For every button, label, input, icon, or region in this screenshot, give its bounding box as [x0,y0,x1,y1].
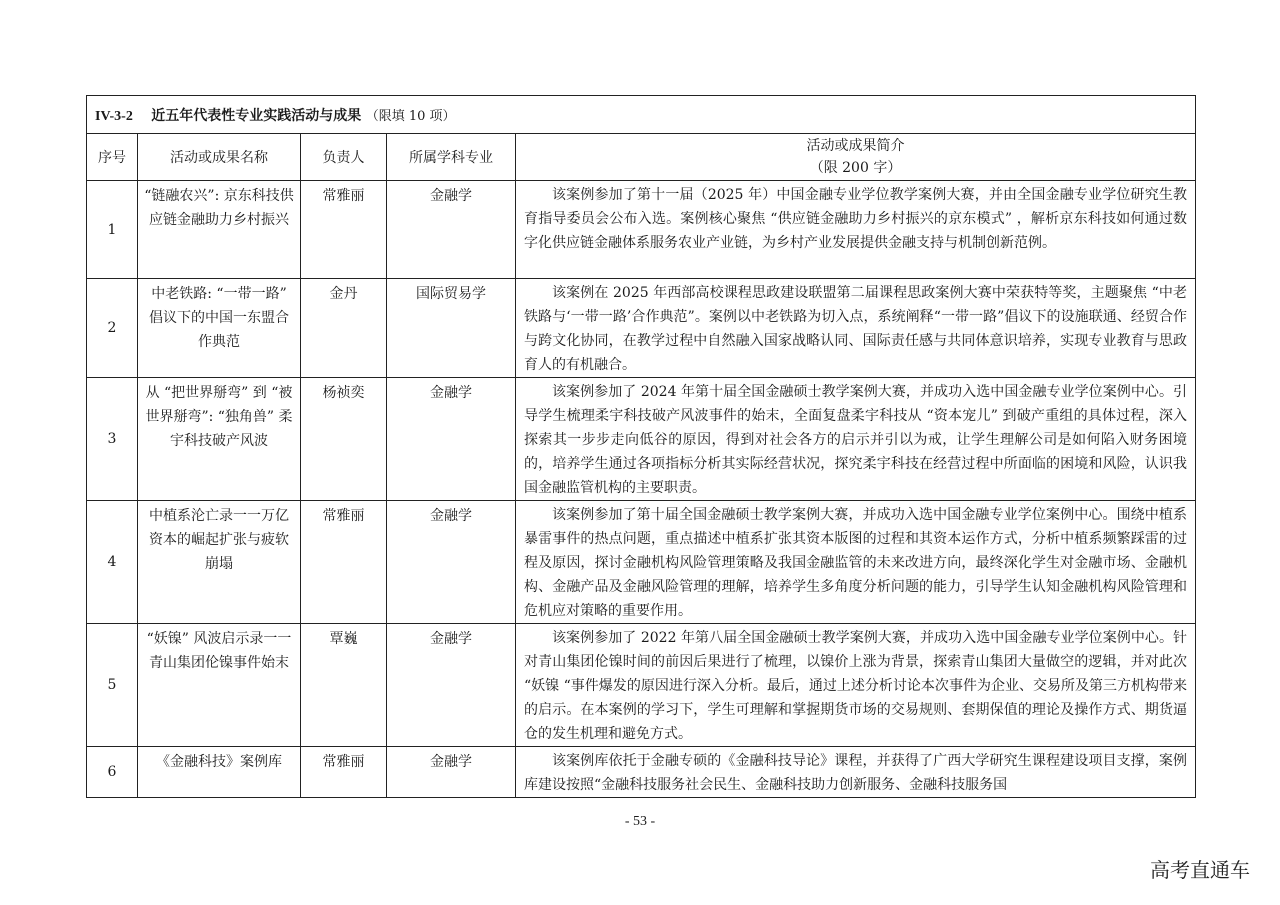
row-summary: 该案例参加了第十届全国金融硕士教学案例大赛，并成功入选中国金融专业学位案例中心。围绕中植系暴雷事件的热点问题，重点描述中植系扩张其资本版图的过程和其资本运作方式，分析中植系频繁踩雷的过程及原因，探讨金融机构风险管理策略及我国金融监管的未来改进方向，最终深化学生对金融市场、金融机构、金融产品及金融风险管理的理解，培养学生多角度分析问题的能力，引导学生认知金融机构风险管理和危机应对策略的重要作用。 [516,501,1196,624]
row-seq: 5 [87,624,138,747]
row-summary-text: 该案例库依托于金融专硕的《金融科技导论》课程，并获得了广西大学研究生课程建设项目支撑，案例库建设按照“金融科技服务社会民生、金融科技助力创新服务、金融科技服务国 [524,753,1188,793]
row-summary [516,747,1196,798]
table-row [87,501,1196,624]
row-name: “链融农兴”: 京东科技供应链金融助力乡村振兴 [138,181,301,279]
row-name: 中老铁路: “一带一路” 倡议下的中国一东盟合作典范 [138,279,301,378]
table-row [87,747,1196,798]
practice-activities-table [86,95,1196,798]
section-header [87,96,1196,134]
row-name: 中植系沦亡录一一万亿资本的崛起扩张与疲软崩塌 [138,501,301,624]
row-major: 金融学 [387,747,516,798]
col-header-major: 所属学科专业 [387,134,516,181]
table-row [87,279,1196,378]
row-major: 金融学 [387,624,516,747]
table-row [87,378,1196,501]
row-lead: 金丹 [301,279,387,378]
row-seq: 2 [87,279,138,378]
row-seq: 6 [87,747,138,798]
row-lead: 常雅丽 [301,501,387,624]
section-header-row [87,96,1196,134]
row-summary: 该案例在 2025 年西部高校课程思政建设联盟第二届课程思政案例大赛中荣获特等奖，主题聚焦 “中老铁路与‘一带一路’合作典范”。案例以中老铁路为切入点，系统阐释“一带一路”倡议下的设施联通、经贸合作与跨文化协同，在教学过程中自然融入国家战略认同、国际责任感与共同体意识培养，实现专业教育与思政育人的有机融合。 [516,279,1196,378]
table-row [87,624,1196,747]
row-name: “妖镍” 风波启示录一一青山集团伦镍事件始末 [138,624,301,747]
col-header-summary-title: 活动或成果简介 [806,138,905,154]
document-page [86,95,1195,798]
col-header-lead: 负责人 [301,134,387,181]
row-seq: 3 [87,378,138,501]
col-header-summary [516,134,1196,181]
section-title: 近五年代表性专业实践活动与成果 [151,107,362,124]
row-lead: 杨祯奕 [301,378,387,501]
row-name: 《金融科技》案例库 [138,747,301,798]
row-summary: 该案例参加了 2022 年第八届全国金融硕士教学案例大赛，并成功入选中国金融专业学位案例中心。针对青山集团伦镍时间的前因后果进行了梳理，以镍价上涨为背景，探索青山集团大量做空的逻辑，并对此次 “妖镍 “事件爆发的原因进行深入分析。最后，通过上述分析讨论本次事件为企业、交易所及第三方机构带来的启示。在本案例的学习下，学生可理解和掌握期货市场的交易规则、套期保值的理论及操作方式、期货逼仓的发生机理和避免方式。 [516,624,1196,747]
watermark-text: 高考直通车 [1150,858,1250,882]
row-major: 金融学 [387,378,516,501]
page-number: - 53 - [624,814,656,829]
col-header-name: 活动或成果名称 [138,134,301,181]
row-major: 国际贸易学 [387,279,516,378]
row-lead: 覃巍 [301,624,387,747]
row-name: 从 “把世界掰弯” 到 “被世界掰弯”: “独角兽” 柔宇科技破产风波 [138,378,301,501]
section-code: IV-3-2 [95,108,133,124]
row-major: 金融学 [387,501,516,624]
col-header-seq: 序号 [87,134,138,181]
col-header-summary-limit: （限 200 字） [809,160,902,176]
section-note: （限填 10 项） [365,108,456,124]
row-summary: 该案例参加了第十一届（2025 年）中国金融专业学位教学案例大赛，并由全国金融专业学位研究生教育指导委员会公布入选。案例核心聚焦 “供应链金融助力乡村振兴的京东模式” ，解析京东科技如何通过数字化供应链金融体系服务农业产业链，为乡村产业发展提供金融支持与机制创新范例。 [516,181,1196,279]
row-lead: 常雅丽 [301,747,387,798]
row-summary: 该案例参加了 2024 年第十届全国金融硕士教学案例大赛，并成功入选中国金融专业学位案例中心。引导学生梳理柔宇科技破产风波事件的始末，全面复盘柔宇科技从 “资本宠儿” 到破产重组的具体过程，深入探索其一步步走向低谷的原因，得到对社会各方的启示并引以为戒，让学生理解公司是如何陷入财务困境的，培养学生通过各项指标分析其实际经营状况，探究柔宇科技在经营过程中所面临的困境和风险，认识我国金融监管机构的主要职责。 [516,378,1196,501]
row-lead: 常雅丽 [301,181,387,279]
column-header-row [87,134,1196,181]
table-row [87,181,1196,279]
row-major: 金融学 [387,181,516,279]
row-seq: 1 [87,181,138,279]
row-seq: 4 [87,501,138,624]
